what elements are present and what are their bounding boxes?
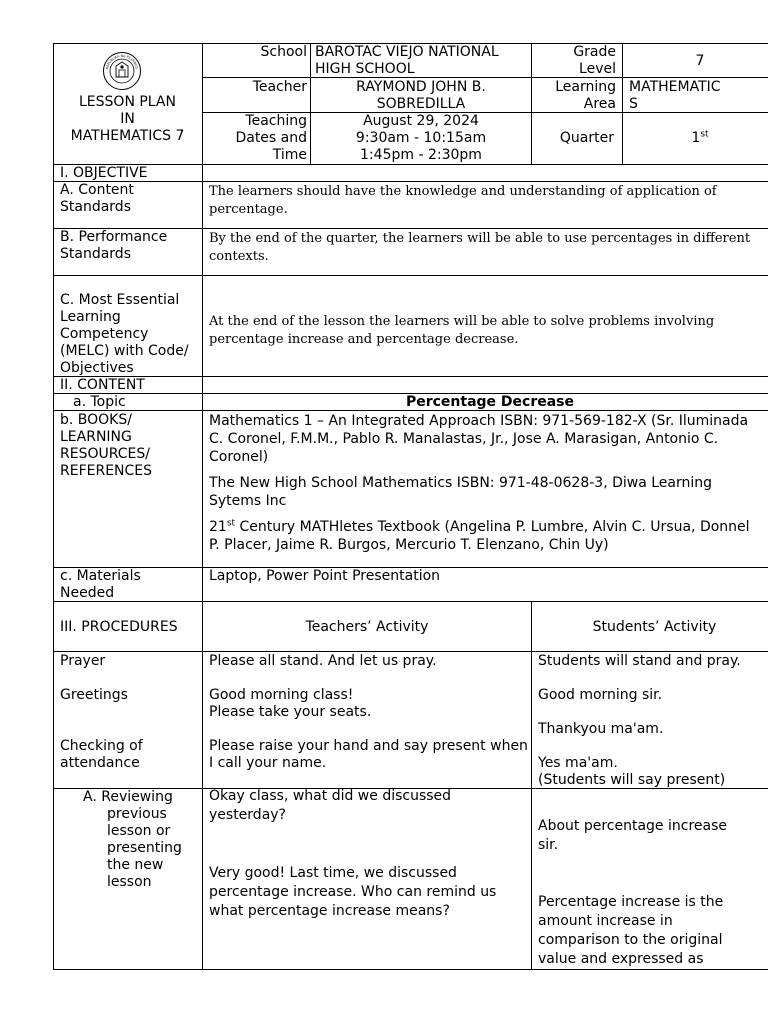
content-heading: II. CONTENT <box>53 377 203 394</box>
content-heading-blank <box>203 377 768 394</box>
content-standards-label: A. Content Standards <box>53 182 203 229</box>
seal-text: REPUBLIKA NG PILIPINAS <box>105 53 139 70</box>
quarter-label: Quarter <box>532 113 623 165</box>
performance-standards-text: By the end of the quarter, the learners will be able to use percentages in different contexts. <box>203 229 768 276</box>
quarter-suffix: st <box>700 129 709 140</box>
school-label: School <box>203 43 311 78</box>
review-teacher-activity: Okay class, what did we discussed yesterday? Very good! Last time, we discussed percentage increase. Who can remind us what percentage increase means? <box>203 789 532 970</box>
melc-text: At the end of the lesson the learners will be able to solve problems involving percentage increase and percentage decrease. <box>203 276 768 377</box>
plan-title-cell <box>53 43 203 165</box>
content-standards-text: The learners should have the knowledge and understanding of application of percentage. <box>203 182 768 229</box>
books-label: b. BOOKS/ LEARNING RESOURCES/ REFERENCES <box>53 411 203 568</box>
procedures-heading: III. PROCEDURES <box>53 602 203 652</box>
reference-2: The New High School Mathematics ISBN: 971-48-0628-3, Diwa Learning Sytems Inc <box>209 475 713 509</box>
teaching-dates-value: August 29, 2024 9:30am - 10:15am 1:45pm - 2:30pm <box>311 113 532 165</box>
performance-standards-label: B. Performance Standards <box>53 229 203 276</box>
materials-label: c. Materials Needed <box>53 568 203 602</box>
plan-title-line-2: IN <box>120 111 135 127</box>
prelim-teacher-activity: Please all stand. And let us pray. Good morning class! Please take your seats. Please raise your hand and say present when I call your name. <box>203 652 532 789</box>
deped-seal-icon <box>102 51 142 91</box>
prelim-student-activity: Students will stand and pray. Good morning sir. Thankyou ma'am. Yes ma'am. (Students will say present) <box>532 652 768 789</box>
reference-3: 21st Century MATHletes Textbook (Angelina P. Lumbre, Alvin C. Ursua, Donnel P. Placer, Jaime R. Burgos, Mercurio T. Elenzano, Chin Uy) <box>209 518 750 553</box>
learning-area-label: Learning Area <box>532 78 623 113</box>
school-value: BAROTAC VIEJO NATIONAL HIGH SCHOOL <box>311 43 532 78</box>
teacher-value: RAYMOND JOHN B. SOBREDILLA <box>311 78 532 113</box>
reference-1: Mathematics 1 – An Integrated Approach ISBN: 971-569-182-X (Sr. Iluminada C. Coronel, F.M.M., Pablo R. Manalastas, Jr., Jose A. Marasigan, Antonio C. Coronel) <box>209 413 749 465</box>
teacher-label: Teacher <box>203 78 311 113</box>
grade-label: Grade Level <box>532 43 623 78</box>
topic-label: a. Topic <box>53 394 203 411</box>
prelim-labels: Prayer Greetings Checking of attendance <box>53 652 203 789</box>
plan-title-line-3: MATHEMATICS 7 <box>70 128 185 144</box>
review-label: A. Reviewing previous lesson or presenting the new lesson <box>53 789 203 970</box>
teaching-dates-label: Teaching Dates and Time <box>203 113 311 165</box>
plan-title-line-1: LESSON PLAN <box>79 94 176 110</box>
materials-value: Laptop, Power Point Presentation <box>203 568 768 602</box>
topic-value: Percentage Decrease <box>203 394 768 411</box>
students-activity-header: Students’ Activity <box>532 602 768 652</box>
learning-area-value: MATHEMATIC S <box>623 78 768 113</box>
quarter-value: 1st <box>623 113 768 165</box>
review-student-activity: About percentage increase sir. Percentage increase is the amount increase in comparison to the original value and expressed as <box>532 789 768 970</box>
references-cell <box>203 411 768 568</box>
melc-label: C. Most Essential Learning Competency (MELC) with Code/ Objectives <box>53 276 203 377</box>
teachers-activity-header: Teachers’ Activity <box>203 602 532 652</box>
grade-value: 7 <box>623 43 768 78</box>
objective-heading-blank <box>203 165 768 182</box>
objective-heading: I. OBJECTIVE <box>53 165 203 182</box>
